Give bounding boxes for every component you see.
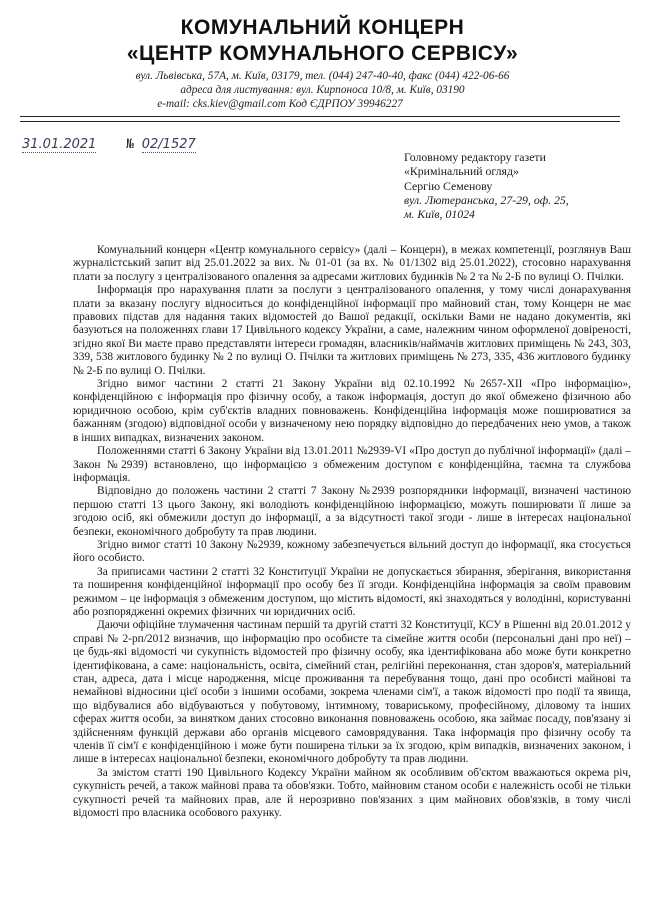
recipient-title: Головному редактору газети	[404, 150, 546, 164]
paragraph: Інформація про нарахування плати за послуги з централізованого опалення, у тому числі донарахування плати за вказану послугу відноситься до конфіденційної інформації про майновий стан, тому Концерн не має правових підстав для надання таких відомостей до Вашої редакції, оскільки Вами не надано документів, які базуються на положеннях глави 17 Цивільного кодексу України, а саме, належним чином оформленої довіреності, згідно якої Ви маєте право представляти інтереси громадян, власників/наймачів житлових приміщень № 243, 303, 339, 538 житлового будинку № 2 по вулиці О. Пчілки та житлових приміщень № 273, 335, 436 житлового будинку № 2-Б по вулиці О. Пчілки.	[73, 284, 631, 377]
email-and-code: e-mail: cks.kiev@gmail.com Код ЄДРПОУ 39946227	[157, 98, 403, 110]
company-name: КОМУНАЛЬНИЙ КОНЦЕРН	[180, 16, 465, 39]
paragraph: Комунальний концерн «Центр комунального сервісу» (далі – Концерн), в межах компетенції, розглянув Ваш журналістський запит від 25.01.2022 за вих. № 01-01 (за вх. № 01/1302 від 25.01.2022), стосовно нарахування плати за послугу з централізованого опалення за адресами житлових будинків № 2 та № 2-Б по вулиці О. Пчілки.	[73, 244, 631, 283]
company-address: вул. Львівська, 57А, м. Київ, 03179, тел. (044) 247-40-40, факс (044) 422-06-66	[135, 70, 510, 82]
correspondence-address: адреса для листування: вул. Кирпоноса 10/8, м. Київ, 03190	[180, 84, 465, 96]
paragraph: Положеннями статті 6 Закону України від 13.01.2011 №2939-VI «Про доступ до публічної інформації» (далі – Закон №2939) встановлено, що інформацією з обмеженим доступом є конфіденційна, таємна та службова інформація.	[73, 445, 631, 484]
letter-body	[73, 244, 631, 820]
paragraph: За приписами частини 2 статті 32 Конституції України не допускається збирання, зберігання, використання та поширення конфіденційної інформації про особу без її згоди. Конфіденційна інформація за своїм правовим режимом – це інформація з обмеженим доступом, що містить відомості, які знаходяться у володінні, користуванні або розпорядженні окремих фізичних чи юридичних осіб.	[73, 565, 631, 618]
recipient-street: вул. Лютеранська, 27-29, оф. 25,	[404, 192, 569, 207]
registration-date: 31.01.2021	[22, 137, 97, 152]
registration-number-label: №	[126, 137, 134, 152]
recipient-newspaper: «Кримінальний огляд»	[404, 164, 519, 179]
paragraph: За змістом статті 190 Цивільного Кодексу України майном як особливим об'єктом вважаються окрема річ, сукупність речей, а також майнові права та обов'язки. Тобто, майновим станом особи є належність особі не тільки сукупності речей та майнових прав, але й нерозривно пов'язаних з цим майнових обов'язків, в тому числі відомості про власника особового рахунку.	[73, 766, 631, 820]
header-divider	[20, 116, 620, 117]
registration-number: 02/1527	[141, 137, 196, 152]
recipient-name: Сергію Семенову	[404, 178, 493, 193]
recipient-block	[404, 150, 634, 221]
registration-line	[22, 137, 196, 153]
paragraph: Відповідно до положень частини 2 статті 7 Закону №2939 розпорядники інформації, визначені частиною першою статті 13 цього Закону, які володіють конфіденційною інформацією, можуть поширювати її лише за згодою осіб, які обмежили доступ до інформації, а за відсутності такої згоди - лише в інтересах національної безпеки, економічного добробуту та прав людини.	[73, 485, 631, 538]
company-name-subtitle: «ЦЕНТР КОМУНАЛЬНОГО СЕРВІСУ»	[126, 42, 519, 65]
recipient-city: м. Київ, 01024	[404, 207, 475, 222]
paragraph: Даючи офіційне тлумачення частинам першій та другій статті 32 Конституції, КСУ в Рішенні від 20.01.2012 у справі № 2-рп/2012 визначив, що інформацію про особисте та сімейне життя особи (персональні дані про неї) – це будь-які відомості чи сукупність відомостей про фізичну особу, яка ідентифікована або може бути конкретно ідентифікована, а саме: національність, освіта, сімейний стан, релігійні переконання, стан здоров'я, матеріальний стан, адреса, дата і місце народження, місце проживання та перебування тощо, дані про особисті майнові та немайнові відносини цієї особи з іншими особами, зокрема членами сім'ї, а також відомості про події та явища, що відбувалися або відбуваються у побутовому, інтимному, товариському, професійному, діловому та інших сферах життя особи, за винятком даних стосовно виконання повноважень особою, яка займає посаду, пов'язану зі здійсненням функцій держави або органів місцевого самоврядування. Така інформація про фізичну особу та членів її сім'ї є конфіденційною і може бути поширена тільки за їх згодою, крім випадків, визначених законом, і лише в інтересах національної безпеки, економічного добробуту та прав людини.	[73, 619, 631, 766]
paragraph: Згідно вимог частини 2 статті 21 Закону України від 02.10.1992 №2657-XII «Про інформацію», конфіденційною є інформація про фізичну особу, а також інформація, доступ до якої обмежено фізичною або юридичною особою, крім суб'єктів владних повноважень. Конфіденційна інформація може поширюватися за бажанням (згодою) відповідної особи у визначеному нею порядку відповідно до передбачених нею умов, а також в інших випадках, визначених законом.	[73, 378, 631, 444]
header-divider	[20, 121, 620, 122]
paragraph: Згідно вимог статті 10 Закону №2939, кожному забезпечується вільний доступ до інформації, яка стосується його особисто.	[73, 538, 631, 565]
